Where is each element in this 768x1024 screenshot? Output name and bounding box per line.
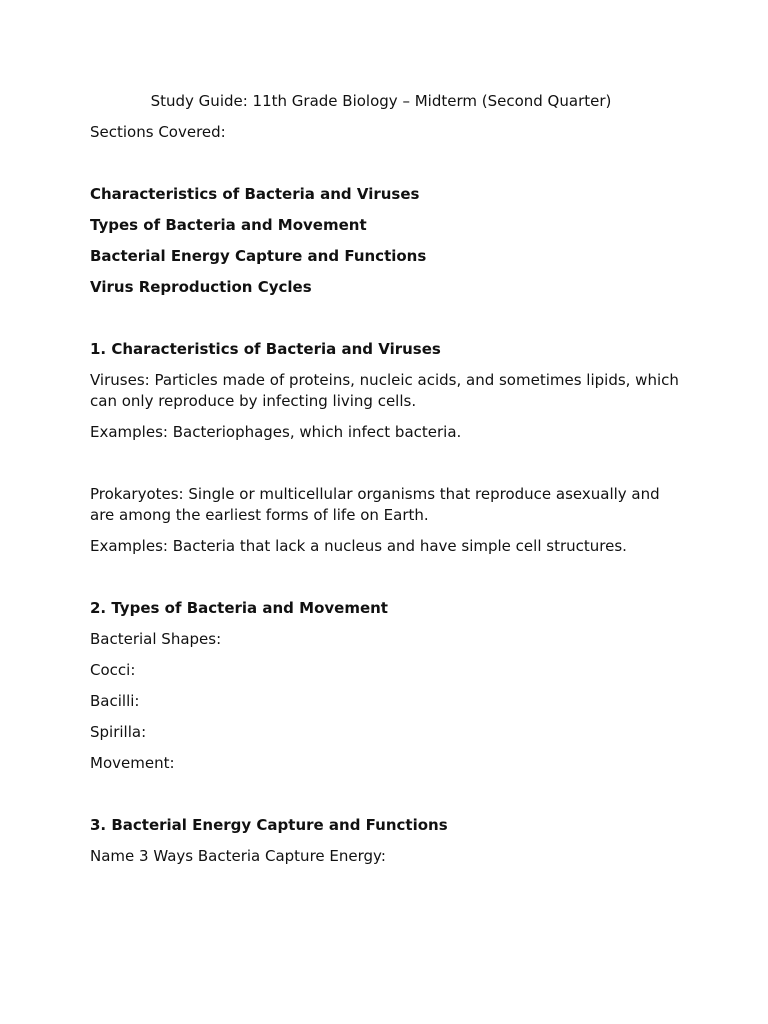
- section-list-item: Bacterial Energy Capture and Functions: [90, 247, 427, 265]
- viruses-examples: Examples: Bacteriophages, which infect bacteria.: [90, 423, 462, 441]
- sections-covered-label: Sections Covered:: [90, 123, 226, 141]
- prokaryotes-examples: Examples: Bacteria that lack a nucleus and have simple cell structures.: [90, 537, 627, 555]
- spacer: [90, 453, 680, 474]
- bacilli-label: Bacilli:: [90, 692, 140, 710]
- cocci-label: Cocci:: [90, 661, 136, 679]
- bacterial-shapes-label: Bacterial Shapes:: [90, 630, 222, 648]
- spacer: [90, 308, 680, 329]
- prokaryotes-definition: Prokaryotes: Single or multicellular organisms that reproduce asexually and are among the earliest forms of life on Earth.: [90, 485, 660, 524]
- document-title: Study Guide: 11th Grade Biology – Midterm (Second Quarter): [150, 92, 612, 110]
- spacer: [90, 153, 680, 174]
- energy-capture-prompt: Name 3 Ways Bacteria Capture Energy:: [90, 847, 386, 865]
- viruses-definition: Viruses: Particles made of proteins, nucleic acids, and sometimes lipids, which can only reproduce by infecting living cells.: [90, 371, 679, 410]
- section-list-item: Characteristics of Bacteria and Viruses: [90, 185, 420, 203]
- document-page: [90, 91, 680, 877]
- section-3-heading: 3. Bacterial Energy Capture and Functions: [90, 816, 448, 834]
- spacer: [90, 784, 680, 805]
- movement-label: Movement:: [90, 754, 175, 772]
- spacer: [90, 567, 680, 588]
- section-list-item: Virus Reproduction Cycles: [90, 278, 312, 296]
- spirilla-label: Spirilla:: [90, 723, 147, 741]
- section-list-item: Types of Bacteria and Movement: [90, 216, 367, 234]
- section-2-heading: 2. Types of Bacteria and Movement: [90, 599, 388, 617]
- section-1-heading: 1. Characteristics of Bacteria and Viruses: [90, 340, 441, 358]
